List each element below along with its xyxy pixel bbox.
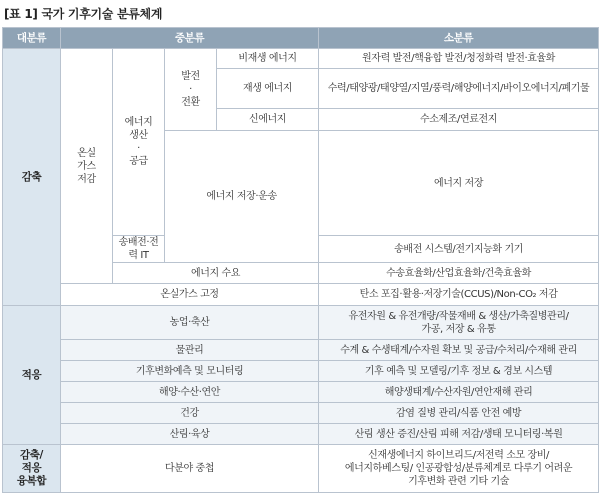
table-row bbox=[3, 424, 599, 445]
middle-adaptation-4: 건강 bbox=[61, 403, 319, 424]
middle-ghg-reduction: 온실 가스 저감 bbox=[61, 49, 113, 284]
table-row bbox=[3, 306, 599, 340]
middle-adaptation-5: 산림·육상 bbox=[61, 424, 319, 445]
minor-non-renewable: 원자력 발전/핵융합 발전/청정화력 발전·효율화 bbox=[319, 49, 599, 69]
minor-adaptation-0: 유전자원 & 유전개량/작물재배 & 생산/가축질병관리/ 가공, 저장 & 유통 bbox=[319, 306, 599, 340]
minor-renewable: 수력/태양광/태양열/지열/풍력/해양에너지/바이오에너지/폐기물 bbox=[319, 69, 599, 109]
minor-new-energy: 수소제조/연료전지 bbox=[319, 109, 599, 131]
header-minor: 소분류 bbox=[319, 28, 599, 49]
table-row bbox=[3, 361, 599, 382]
middle-energy-supply: 에너지 생산 · 공급 bbox=[113, 49, 165, 236]
table-row bbox=[3, 284, 599, 306]
middle-renewable: 재생 에너지 bbox=[217, 69, 319, 109]
table-row bbox=[3, 340, 599, 361]
table-row bbox=[3, 49, 599, 69]
minor-adaptation-2: 기후 예측 및 모델링/기후 정보 & 경보 시스템 bbox=[319, 361, 599, 382]
minor-adaptation-1: 수계 & 수생태계/수자원 확보 및 공급/수처리/수재해 관리 bbox=[319, 340, 599, 361]
middle-adaptation-3: 해양·수산·연안 bbox=[61, 382, 319, 403]
category-composite: 감축/ 적응 융복합 bbox=[3, 445, 61, 493]
table-title: [표 1] 국가 기후기술 분류체계 bbox=[4, 7, 163, 21]
middle-demand: 에너지 수요 bbox=[113, 263, 319, 284]
middle-new-energy: 신에너지 bbox=[217, 109, 319, 131]
minor-adaptation-4: 감염 질병 관리/식품 안전 예방 bbox=[319, 403, 599, 424]
middle-ghg-fixation: 온실가스 고정 bbox=[61, 284, 319, 306]
minor-composite: 신재생에너지 하이브리드/저전력 소모 장비/ 에너지하베스팅/ 인공광합성/분류체계로 다루기 어려운 기후변화 관련 기타 기술 bbox=[319, 445, 599, 493]
table-row bbox=[3, 445, 599, 493]
middle-transmission: 송배전·전력 IT bbox=[113, 236, 165, 263]
header-major: 대분류 bbox=[3, 28, 61, 49]
middle-non-renewable: 비재생 에너지 bbox=[217, 49, 319, 69]
minor-adaptation-5: 산림 생산 증진/산림 피해 저감/생태 모니터링·복원 bbox=[319, 424, 599, 445]
minor-transmission: 송배전 시스템/전기지능화 기기 bbox=[319, 236, 599, 263]
middle-adaptation-2: 기후변화예측 및 모니터링 bbox=[61, 361, 319, 382]
middle-adaptation-1: 물관리 bbox=[61, 340, 319, 361]
middle-adaptation-0: 농업·축산 bbox=[61, 306, 319, 340]
header-middle: 중분류 bbox=[61, 28, 319, 49]
category-mitigation: 감축 bbox=[3, 49, 61, 306]
category-adaptation: 적응 bbox=[3, 306, 61, 445]
middle-storage: 에너지 저장 bbox=[319, 131, 599, 236]
table-row bbox=[3, 382, 599, 403]
middle-storage-transmission: 에너지 저장·운송 bbox=[165, 131, 319, 263]
minor-adaptation-3: 해양생태계/수산자원/연안재해 관리 bbox=[319, 382, 599, 403]
minor-demand: 수송효율화/산업효율화/건축효율화 bbox=[319, 263, 599, 284]
middle-composite: 다분야 중첩 bbox=[61, 445, 319, 493]
table-row bbox=[3, 403, 599, 424]
classification-table bbox=[2, 27, 599, 493]
minor-ghg-fixation: 탄소 포집·활용·저장기술(CCUS)/Non-CO₂ 저감 bbox=[319, 284, 599, 306]
header-row bbox=[3, 28, 599, 49]
middle-generation: 발전 · 전환 bbox=[165, 49, 217, 131]
